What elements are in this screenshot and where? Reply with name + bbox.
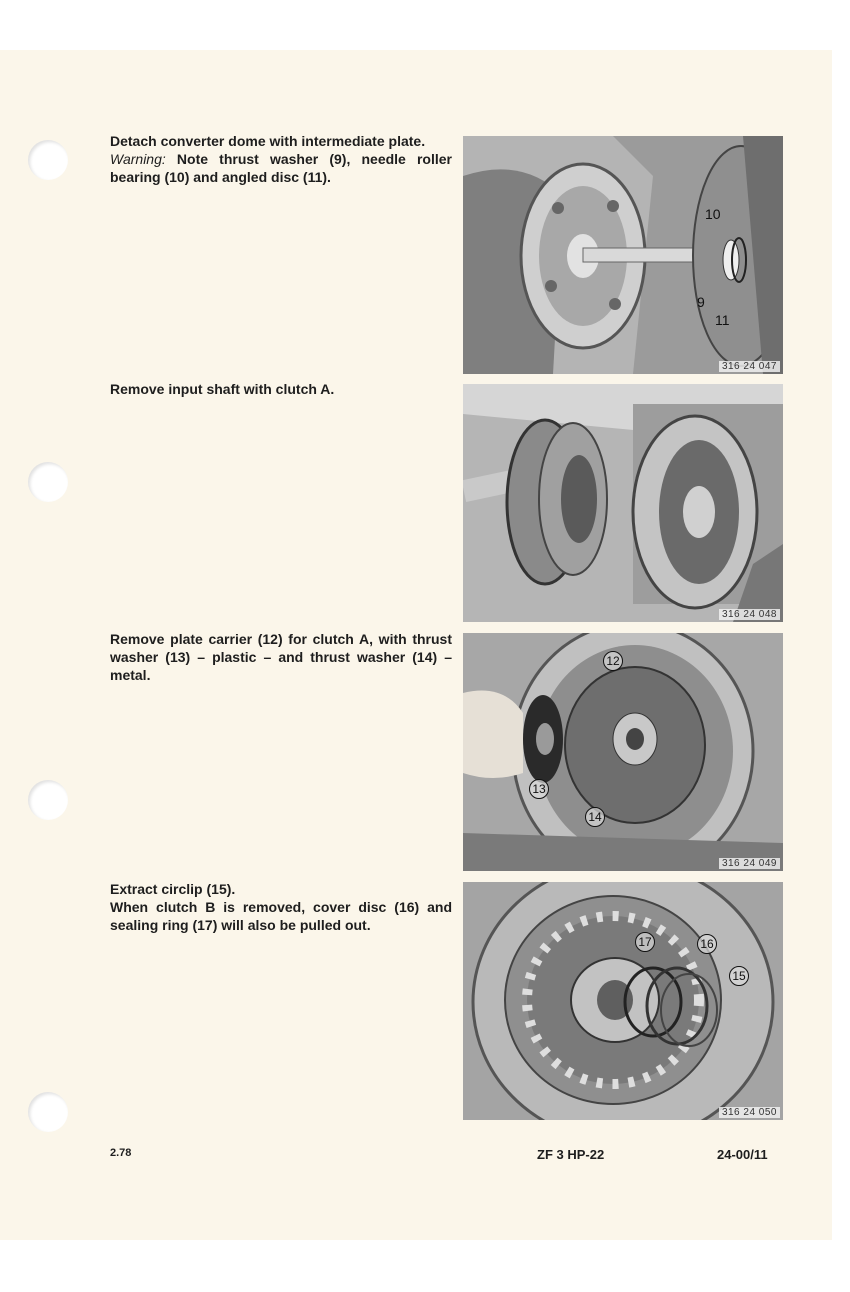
callout-15: 15: [729, 966, 749, 986]
model-designation: ZF 3 HP-22: [537, 1147, 605, 1162]
photo-converter-dome: [463, 136, 783, 374]
callout-10: 10: [705, 206, 721, 222]
warning-label: Warning:: [110, 151, 166, 167]
step-1-warning: [110, 150, 452, 186]
step-4-text: [110, 880, 452, 934]
step-1-text: [110, 132, 452, 186]
photo-code: 316 24 049: [719, 858, 780, 869]
photo-code: 316 24 048: [719, 609, 780, 620]
photo-circlip: [463, 882, 783, 1120]
callout-17: 17: [635, 932, 655, 952]
step-1-instruction: Detach converter dome with intermediate plate.: [110, 133, 426, 149]
photo-input-shaft: [463, 384, 783, 622]
photo-code: 316 24 050: [719, 1107, 780, 1118]
step-4-instruction: Extract circlip (15).: [110, 881, 236, 897]
punch-hole: [28, 462, 68, 502]
photo-code: 316 24 047: [719, 361, 780, 372]
callout-13: 13: [529, 779, 549, 799]
step-4-note: When clutch B is removed, cover disc (16) and sealing ring (17) will also be pulled out.: [110, 899, 452, 933]
step-2-instruction: Remove input shaft with clutch A.: [110, 381, 335, 397]
photo-plate-carrier: [463, 633, 783, 871]
step-2-text: [110, 380, 452, 398]
callout-12: 12: [603, 651, 623, 671]
callout-16: 16: [697, 934, 717, 954]
callout-9: 9: [697, 294, 705, 310]
punch-hole: [28, 1092, 68, 1132]
callout-14: 14: [585, 807, 605, 827]
section-code: 24-00/11: [717, 1147, 768, 1162]
step-3-text: [110, 630, 452, 684]
punch-hole: [28, 780, 68, 820]
page-number: 2.78: [110, 1147, 132, 1159]
warning-text: Note thrust washer (9), needle roller bearing (10) and angled disc (11).: [110, 151, 452, 185]
punch-hole: [28, 140, 68, 180]
callout-11: 11: [715, 312, 730, 328]
step-3-instruction: Remove plate carrier (12) for clutch A, with thrust washer (13) – plastic – and thrust washer (14) – metal.: [110, 631, 452, 683]
